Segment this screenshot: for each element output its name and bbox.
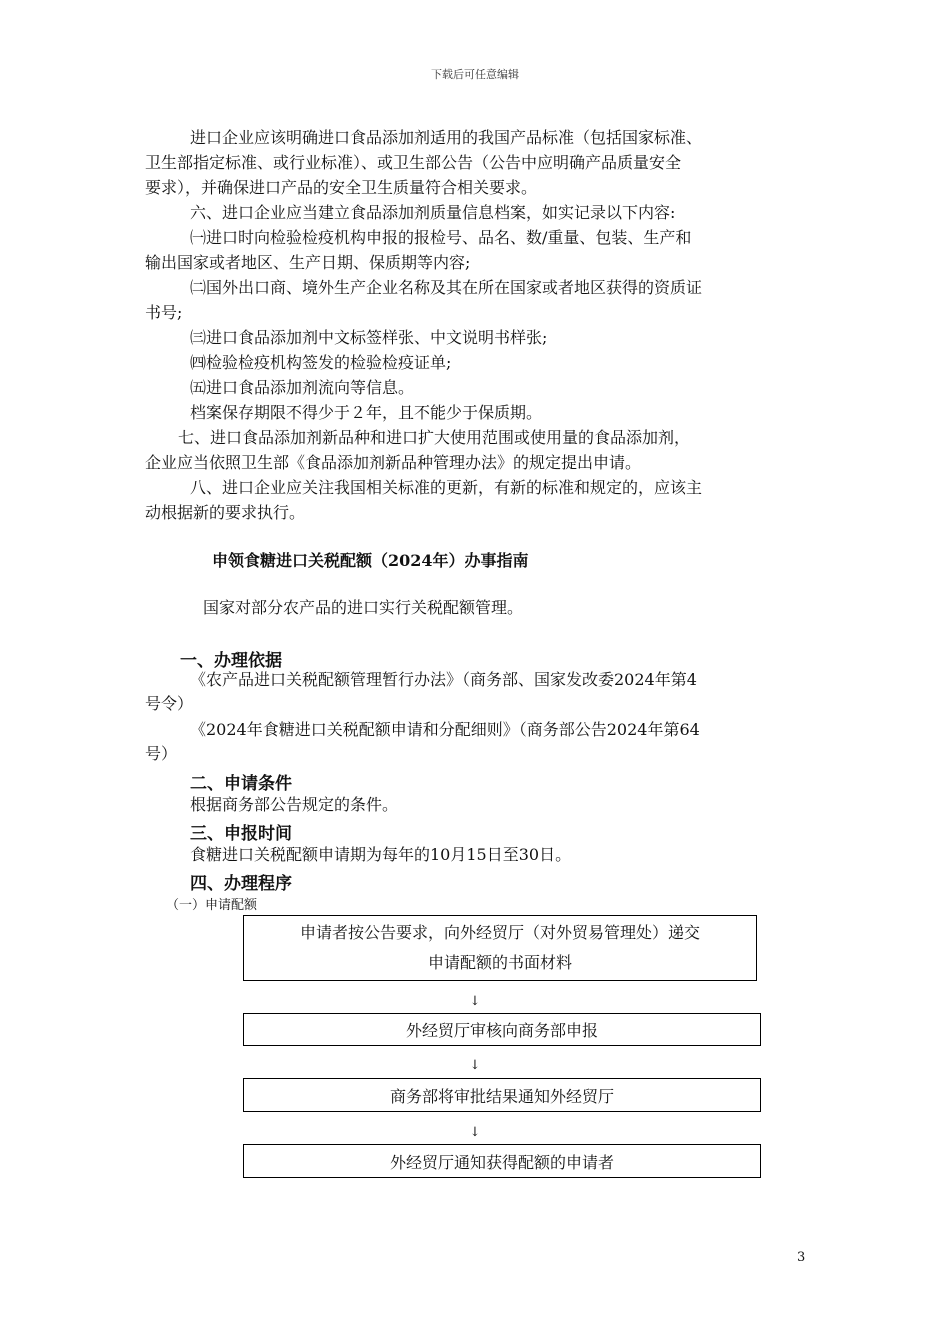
section-heading: 一、办理依据 bbox=[180, 651, 282, 671]
paragraph-line: 食糖进口关税配额申请期为每年的10月15日至30日。 bbox=[190, 845, 572, 864]
paragraph-line: 要求），并确保进口产品的安全卫生质量符合相关要求。 bbox=[145, 178, 538, 197]
page-number: 3 bbox=[797, 1250, 806, 1265]
paragraph-line: 进口企业应该明确进口食品添加剂适用的我国产品标准（包括国家标准、 bbox=[190, 128, 703, 147]
paragraph-line: ㈢进口食品添加剂中文标签样张、中文说明书样张; bbox=[190, 328, 548, 347]
flow-step-1 bbox=[243, 915, 757, 981]
paragraph-line: ㈡国外出口商、境外生产企业名称及其在所在国家或者地区获得的资质证 bbox=[190, 278, 703, 297]
paragraph-line: 号） bbox=[145, 744, 178, 763]
paragraph-line: ㈤进口食品添加剂流向等信息。 bbox=[190, 378, 415, 397]
paragraph-line: 输出国家或者地区、生产日期、保质期等内容; bbox=[145, 253, 471, 272]
paragraph-line: 书号; bbox=[145, 303, 183, 322]
flow-step-text: 申请配额的书面材料 bbox=[427, 953, 572, 972]
flow-step-text: 商务部将审批结果通知外经贸厅 bbox=[389, 1086, 614, 1106]
paragraph-line: ㈣检验检疫机构签发的检验检疫证单; bbox=[190, 353, 452, 372]
flow-step-text: 外经贸厅审核向商务部申报 bbox=[405, 1021, 598, 1040]
section-heading: 四、办理程序 bbox=[190, 874, 292, 894]
flow-step-2 bbox=[243, 1013, 761, 1046]
arrow-down-icon: ↓ bbox=[469, 1125, 481, 1140]
guide-title: 申领食糖进口关税配额（2024年）办事指南 bbox=[212, 551, 529, 570]
paragraph-line: 《农产品进口关税配额管理暂行办法》（商务部、国家发改委2024年第4 bbox=[190, 670, 697, 689]
paragraph-line: 七、进口食品添加剂新品种和进口扩大使用范围或使用量的食品添加剂， bbox=[178, 428, 691, 447]
paragraph-line: 根据商务部公告规定的条件。 bbox=[190, 795, 399, 814]
paragraph-line: 六、进口企业应当建立食品添加剂质量信息档案，如实记录以下内容: bbox=[190, 203, 676, 222]
sub-heading: （一）申请配额 bbox=[166, 898, 258, 913]
guide-intro: 国家对部分农产品的进口实行关税配额管理。 bbox=[203, 598, 524, 617]
page-header: 下载后可任意编辑 bbox=[431, 68, 519, 81]
paragraph-line: 动根据新的要求执行。 bbox=[145, 503, 306, 522]
arrow-down-icon: ↓ bbox=[469, 1058, 481, 1073]
paragraph-line: 档案保存期限不得少于２年，且不能少于保质期。 bbox=[190, 403, 543, 422]
flow-step-text: 外经贸厅通知获得配额的申请者 bbox=[389, 1152, 614, 1172]
paragraph-line: 企业应当依照卫生部《食品添加剂新品种管理办法》的规定提出申请。 bbox=[145, 453, 642, 472]
paragraph-line: 卫生部指定标准、或行业标准）、或卫生部公告（公告中应明确产品质量安全 bbox=[145, 153, 682, 172]
arrow-down-icon: ↓ bbox=[469, 994, 481, 1009]
paragraph-line: 号令） bbox=[145, 694, 194, 713]
flow-step-text: 申请者按公告要求，向外经贸厅（对外贸易管理处）递交 bbox=[299, 923, 700, 942]
section-heading: 三、申报时间 bbox=[190, 824, 292, 844]
flow-step-4 bbox=[243, 1144, 761, 1178]
paragraph-line: 《2024年食糖进口关税配额申请和分配细则》（商务部公告2024年第64 bbox=[190, 720, 700, 739]
paragraph-line: ㈠进口时向检验检疫机构申报的报检号、品名、数/重量、包装、生产和 bbox=[190, 228, 692, 247]
section-heading: 二、申请条件 bbox=[190, 774, 292, 794]
paragraph-line: 八、进口企业应关注我国相关标准的更新，有新的标准和规定的，应该主 bbox=[190, 478, 703, 497]
flow-step-3 bbox=[243, 1078, 761, 1112]
